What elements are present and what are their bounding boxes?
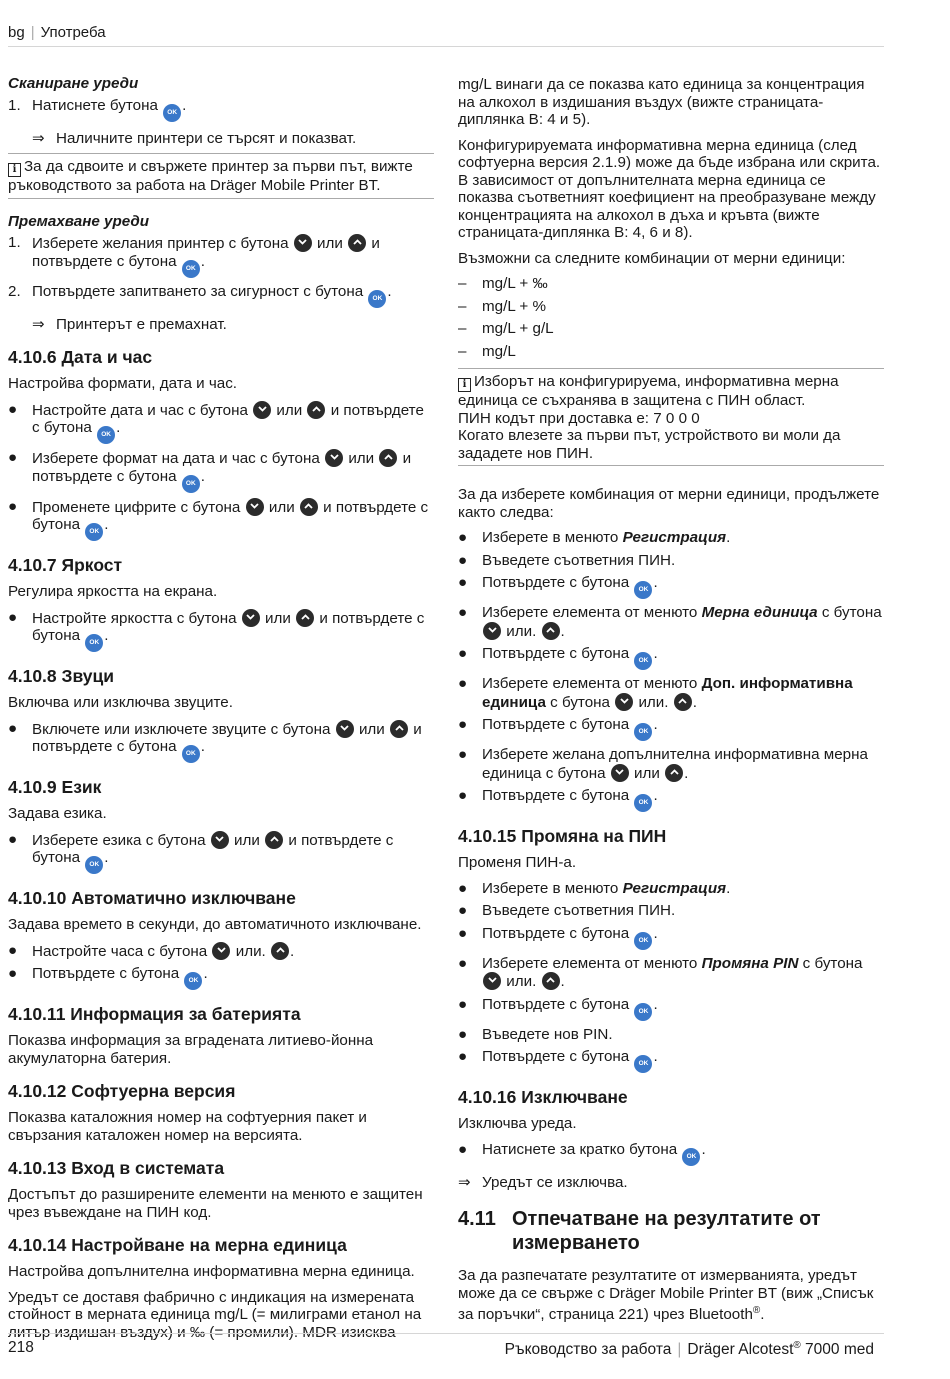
left-column	[8, 75, 434, 1349]
chevron-up-icon	[379, 449, 397, 467]
battery-heading: 4.10.11 Информация за батерията	[8, 1004, 301, 1024]
scan-title: Сканиране уреди	[8, 75, 139, 92]
battery-desc: Показва информация за вградената литиево-йонна акумулаторна батерия.	[8, 1032, 374, 1067]
list-item: ● Потвърдете с бутона OK .	[458, 574, 884, 599]
chevron-down-icon	[294, 234, 312, 252]
remove-steps	[8, 234, 434, 308]
scan-steps	[8, 97, 434, 122]
list-item: ● Настройте яркостта с бутона или и потвърдете с бутона OK .	[8, 609, 434, 653]
list-item: ● Въведете нов PIN.	[458, 1025, 613, 1043]
brightness-heading: 4.10.7 Яркост	[8, 555, 123, 575]
list-item: ● Потвърдете с бутона OK .	[458, 925, 884, 950]
footer-doc-title: Ръководство за работа | Dräger Alcotest® 7000 med	[504, 1340, 874, 1359]
unit-desc: Настройва допълнителна информативна мерна единица.	[8, 1263, 415, 1280]
ok-button-icon: OK	[682, 1148, 700, 1166]
language-desc: Задава езика.	[8, 805, 107, 822]
list-item: – mg/L	[458, 342, 516, 360]
auto-off-heading: 4.10.10 Автоматично изключване	[8, 888, 296, 908]
page-number: 218	[8, 1339, 34, 1356]
unit-steps	[458, 529, 884, 812]
list-item: ● Изберете елемента от менюто Промяна PIN с бутона или. .	[458, 954, 863, 990]
list-item: ● Изберете елемента от менюто Мерна единица с бутона или. .	[458, 604, 882, 640]
ok-button-icon: OK	[85, 634, 103, 652]
login-heading: 4.10.13 Вход в системата	[8, 1158, 225, 1178]
page-footer	[8, 1333, 884, 1357]
chevron-up-icon	[665, 764, 683, 782]
chevron-down-icon	[615, 693, 633, 711]
list-item: ● Изберете формат на дата и час с бутона или и потвърдете с бутона OK .	[8, 449, 434, 493]
sounds-heading: 4.10.8 Звуци	[8, 666, 115, 686]
list-item: ● Променете цифрите с бутона или и потвърдете с бутона OK .	[8, 498, 434, 542]
chevron-up-icon	[674, 693, 692, 711]
print-heading: 4.11 Отпечатване на резултатите от измерването	[458, 1208, 821, 1254]
ok-button-icon: OK	[634, 652, 652, 670]
unit-paragraph-2: Конфигурируемата информативна мерна единица (след софтуерна версия 2.1.9) може да бъде избрана или скрита. В зависимост от допълнителната мерна единица се показва съответният коефициент на преобразуване между концентрацията на алкохол в дъха и кръвта (вижте страницата-диплянка B: 4, 6 и 8).	[458, 136, 881, 241]
chevron-up-icon	[300, 498, 318, 516]
date-list	[8, 401, 434, 542]
pin-heading: 4.10.15 Промяна на ПИН	[458, 826, 667, 846]
list-item: ● Включете или изключете звуците с бутона или и потвърдете с бутона OK .	[8, 720, 434, 764]
list-item: ● Въведете съответния ПИН.	[458, 902, 676, 919]
chevron-down-icon	[211, 831, 229, 849]
chevron-up-icon	[265, 831, 283, 849]
ok-button-icon: OK	[182, 475, 200, 493]
chevron-up-icon	[296, 609, 314, 627]
power-off-list	[458, 1141, 884, 1166]
remove-result: ⇒ Принтерът е премахнат.	[32, 315, 227, 333]
chevron-up-icon	[348, 234, 366, 252]
unit-paragraph-1-cont: mg/L винаги да се показва като единица за концентрация на алкохол в издишания въздух (вижте страницата-диплянка B: 4 и 5).	[458, 76, 865, 128]
list-item: ● Настройте часа с бутона или. .	[8, 941, 295, 960]
brightness-list	[8, 609, 434, 653]
list-item: ● Потвърдете с бутона OK .	[458, 645, 884, 670]
chevron-down-icon	[336, 720, 354, 738]
ok-button-icon: OK	[634, 581, 652, 599]
chevron-down-icon	[242, 609, 260, 627]
ok-button-icon: OK	[368, 290, 386, 308]
ok-button-icon: OK	[97, 426, 115, 444]
chevron-down-icon	[483, 972, 501, 990]
chevron-up-icon	[542, 622, 560, 640]
remove-title: Премахване уреди	[8, 212, 150, 230]
auto-off-desc: Задава времето в секунди, до автоматичното изключване.	[8, 916, 422, 933]
language-heading: 4.10.9 Език	[8, 777, 102, 797]
date-desc: Настройва формати, дата и час.	[8, 375, 238, 392]
list-item: ● Потвърдете с бутона OK .	[458, 716, 884, 741]
unit-combos	[458, 275, 884, 360]
chevron-up-icon	[307, 401, 325, 419]
auto-off-list	[8, 942, 434, 991]
remove-step-2: 2. Потвърдете запитването за сигурност с бутона OK .	[8, 283, 434, 308]
list-item: – mg/L + g/L	[458, 320, 554, 337]
unit-heading: 4.10.14 Настройване на мерна единица	[8, 1235, 347, 1255]
unit-paragraph-3: Възможни са следните комбинации от мерни единици:	[458, 249, 846, 267]
list-item: ● Потвърдете с бутона OK .	[8, 965, 434, 990]
list-item: ● Изберете в менюто Регистрация.	[458, 529, 731, 546]
sounds-list	[8, 720, 434, 764]
language-list	[8, 831, 434, 875]
ok-button-icon: OK	[85, 523, 103, 541]
chevron-down-icon	[611, 764, 629, 782]
chevron-up-icon	[390, 720, 408, 738]
scan-result: ⇒ Наличните принтери се търсят и показват.	[32, 129, 357, 147]
chevron-up-icon	[542, 972, 560, 990]
language-code: bg	[8, 24, 25, 41]
print-paragraph: За да разпечатате резултатите от измерванията, уредът може да се свърже с Dräger Mobile Printer BT (виж „Списък за поръчки“, страница 221) чрез Bluetooth®.	[458, 1267, 874, 1324]
ok-button-icon: OK	[182, 745, 200, 763]
ok-button-icon: OK	[85, 856, 103, 874]
sounds-desc: Включва или изключва звуците.	[8, 694, 233, 711]
ok-button-icon: OK	[634, 1003, 652, 1021]
power-off-result: ⇒ Уредът се изключва.	[458, 1173, 628, 1191]
ok-button-icon: OK	[163, 104, 181, 122]
header-divider: |	[30, 24, 35, 41]
power-off-heading: 4.10.16 Изключване	[458, 1087, 628, 1107]
info-icon: i	[458, 378, 471, 392]
unit-intro: За да изберете комбинация от мерни единици, продължете както следва:	[458, 486, 880, 521]
date-heading: 4.10.6 Дата и час	[8, 347, 153, 367]
unit-note: i Изборът на конфигурируема, информативна мерна единица се съхранява в защитена с ПИН област. ПИН кодът при доставка е: 7 0 0 0 Когато влезете за първи път, устройството ви моли да зададете нов ПИН.	[458, 368, 884, 466]
chevron-down-icon	[325, 449, 343, 467]
list-item: ● Изберете в менюто Регистрация.	[458, 879, 731, 897]
scan-note: i За да сдвоите и свържете принтер за първи път, вижте ръководството за работа на Dräger Mobile Printer BT.	[8, 153, 434, 199]
list-item: ● Изберете езика с бутона или и потвърдете с бутона OK .	[8, 831, 434, 875]
list-item: ● Потвърдете с бутона OK .	[458, 996, 884, 1021]
power-off-desc: Изключва уреда.	[458, 1115, 577, 1132]
ok-button-icon: OK	[634, 723, 652, 741]
list-item: ● Изберете желана допълнителна информативна мерна единица с бутона или .	[458, 746, 868, 782]
pin-steps	[458, 880, 884, 1074]
ok-button-icon: OK	[634, 794, 652, 812]
pin-desc: Променя ПИН-а.	[458, 854, 577, 871]
list-item: ● Въведете съответния ПИН.	[458, 551, 676, 569]
brightness-desc: Регулира яркостта на екрана.	[8, 583, 218, 600]
list-item: ● Потвърдете с бутона OK .	[458, 1048, 884, 1073]
software-heading: 4.10.12 Софтуерна версия	[8, 1081, 236, 1101]
chevron-down-icon	[253, 401, 271, 419]
scan-step-1: 1. Натиснете бутона OK .	[8, 97, 434, 122]
ok-button-icon: OK	[634, 1055, 652, 1073]
list-item: ● Потвърдете с бутона OK .	[458, 787, 884, 812]
chevron-down-icon	[483, 622, 501, 640]
list-item: ● Изберете елемента от менюто Доп. информативна единица с бутона или. .	[458, 675, 853, 711]
list-item: ● Настройте дата и час с бутона или и потвърдете с бутона OK .	[8, 401, 434, 445]
section-title: Употреба	[40, 24, 106, 41]
ok-button-icon: OK	[184, 972, 202, 990]
ok-button-icon: OK	[182, 260, 200, 278]
software-desc: Показва каталожния номер на софтуерния пакет и свързания каталожен номер на версията.	[8, 1109, 367, 1144]
chevron-up-icon	[271, 942, 289, 960]
page-header	[8, 24, 884, 47]
ok-button-icon: OK	[634, 932, 652, 950]
list-item: – mg/L + ‰	[458, 275, 548, 292]
right-column	[458, 76, 884, 1332]
remove-step-1: 1. Изберете желания принтер с бутона или и потвърдете с бутона OK .	[8, 234, 434, 278]
chevron-down-icon	[212, 942, 230, 960]
unit-paragraph-1: Уредът се доставя фабрично с индикация на измерената стойност в мерната единица mg/L (= милиграми етанол на литър издишан въздух) и ‰ (= промили). MDR изисква	[8, 1288, 422, 1341]
info-icon: i	[8, 163, 21, 177]
list-item: – mg/L + %	[458, 297, 547, 315]
chevron-down-icon	[246, 498, 264, 516]
list-item: ● Натиснете за кратко бутона OK .	[458, 1141, 884, 1166]
login-desc: Достъпът до разширените елементи на менюто е защитен чрез въвеждане на ПИН код.	[8, 1186, 423, 1221]
